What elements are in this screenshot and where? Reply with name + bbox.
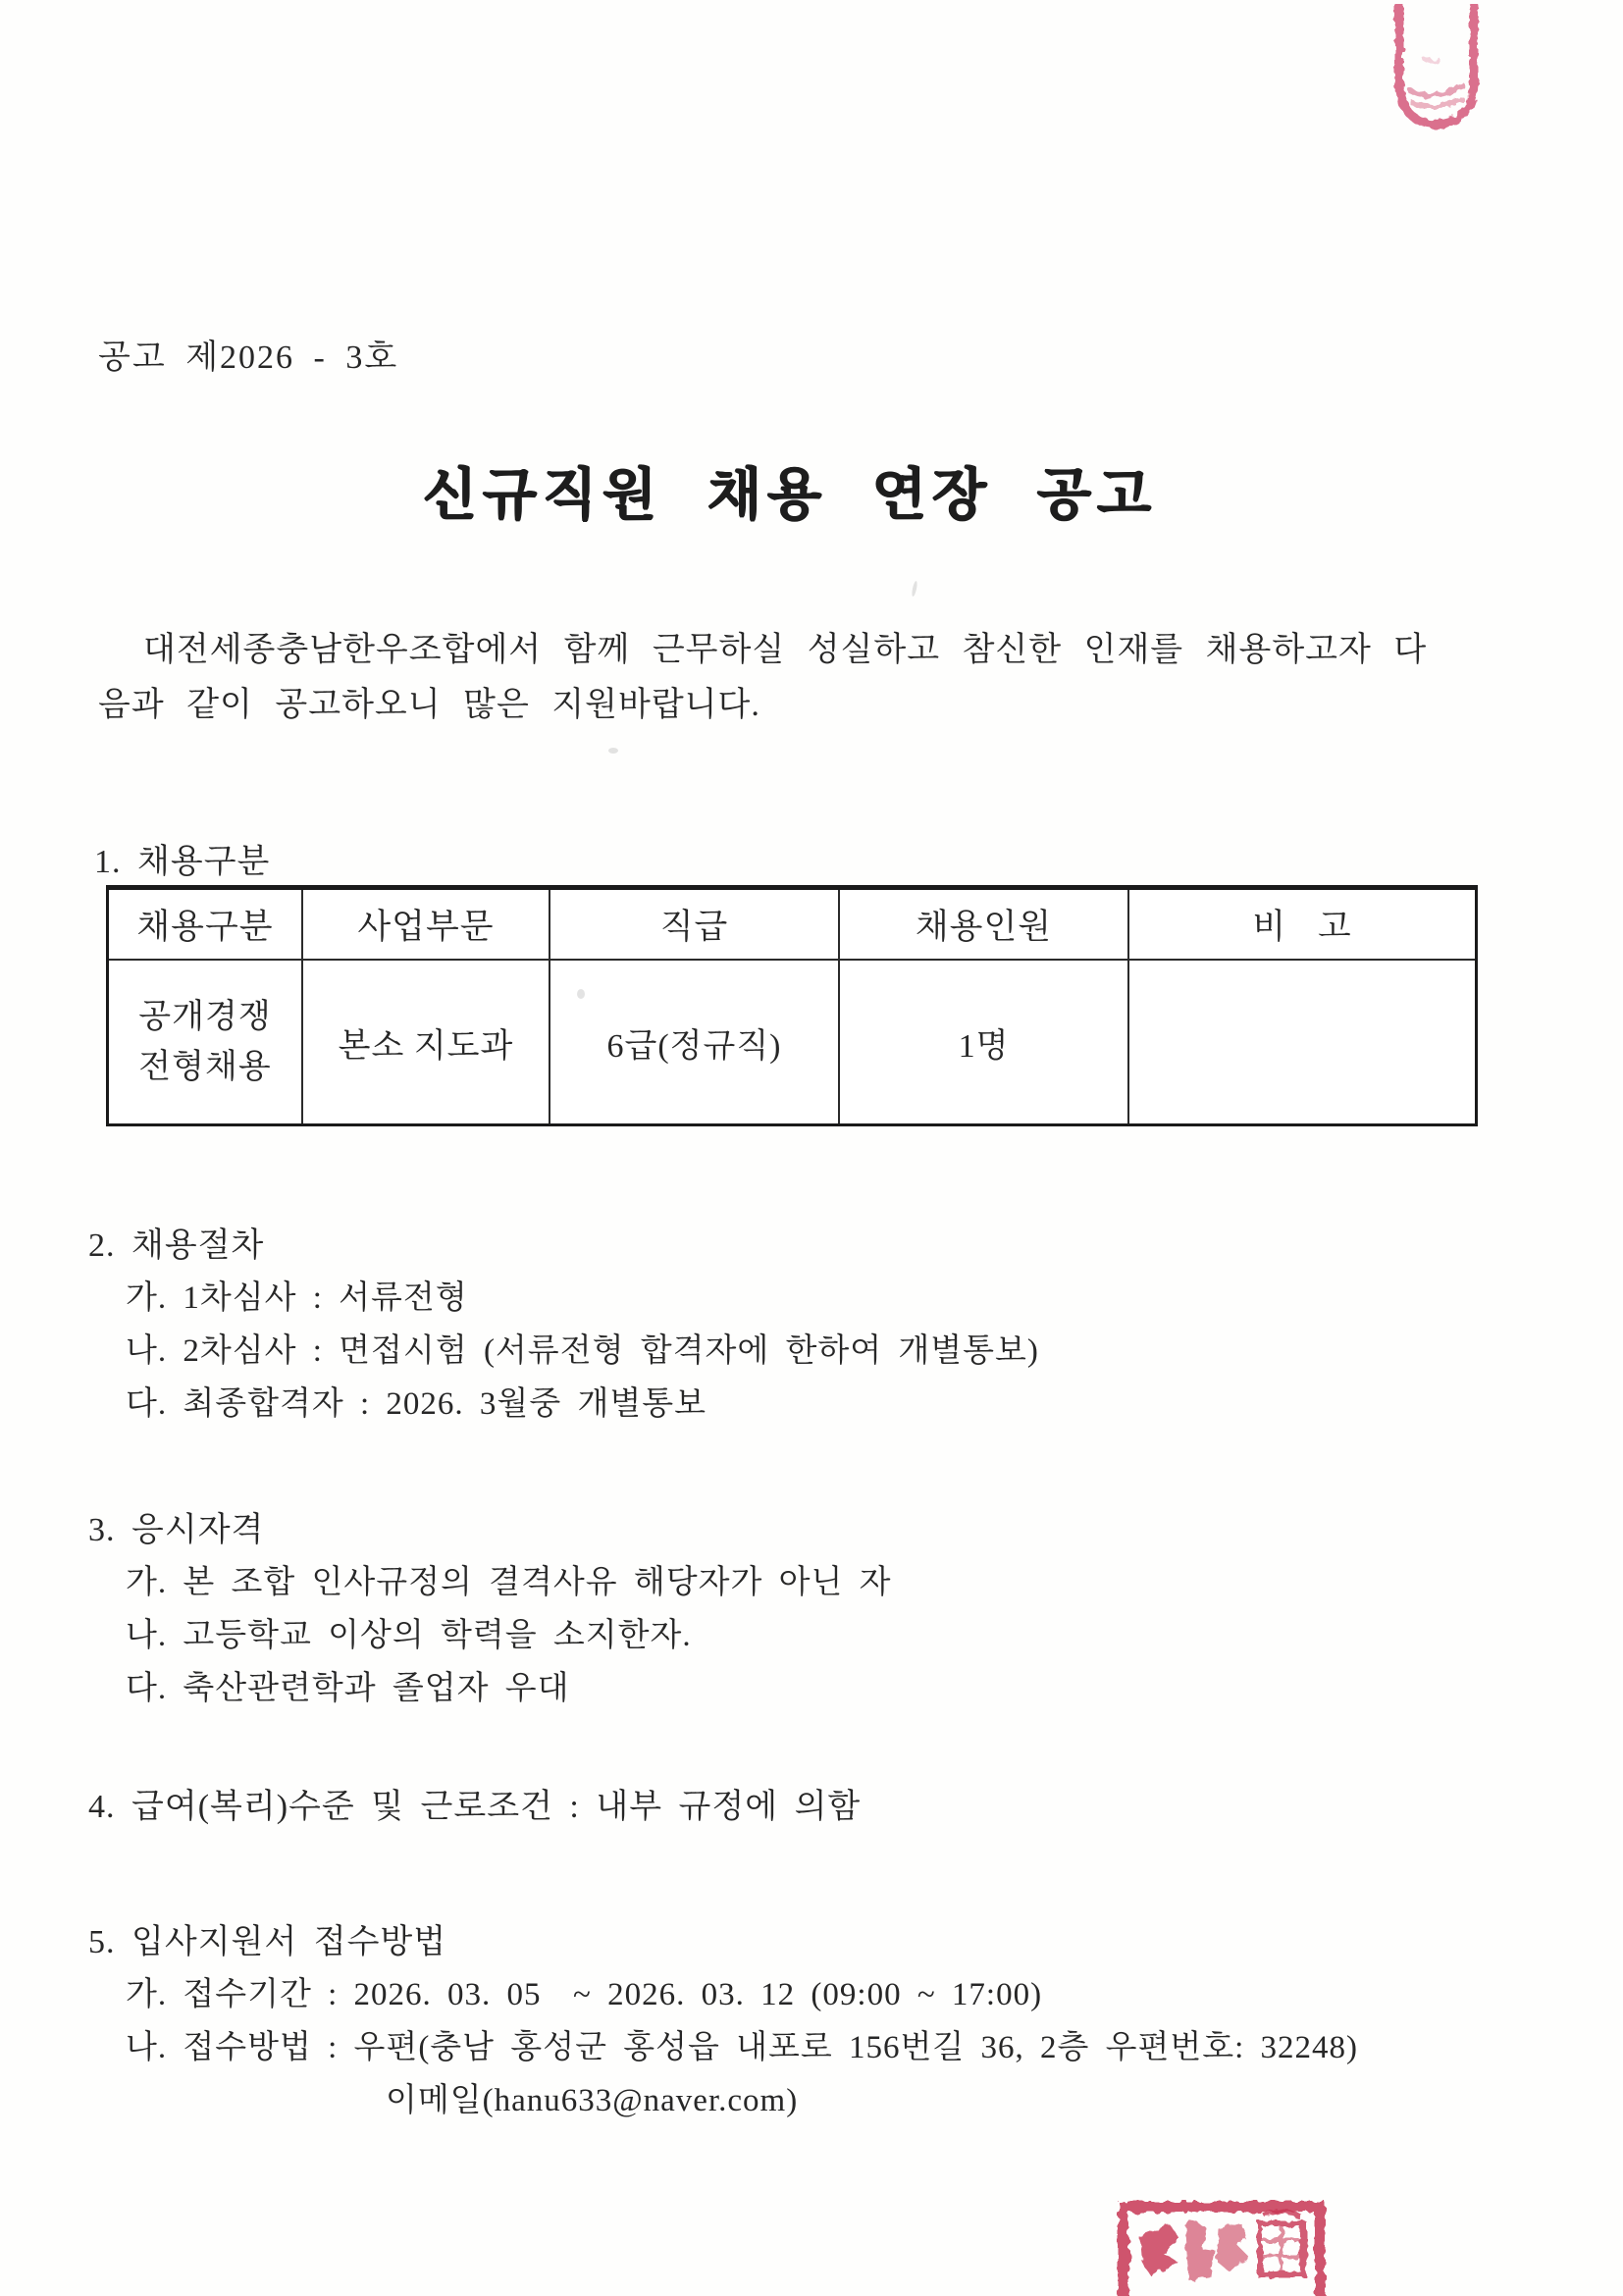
- section-item: 나. 접수방법 : 우편(충남 홍성군 홍성읍 내포로 156번길 36, 2층 우편번호: 32248): [126, 2030, 1359, 2065]
- page-title: 신규직원 채용 연장 공고: [422, 463, 1158, 526]
- table-cell-note: [1129, 961, 1475, 1123]
- intro-line-1: 대전세종충남한우조합에서 함께 근무하실 성실하고 참신한 인재를 채용하고자 다: [143, 632, 1428, 668]
- section-item: 가. 1차심사 : 서류전형: [126, 1280, 468, 1316]
- section-heading: 3. 응시자격: [88, 1512, 265, 1548]
- table-cell-headcount: 1명: [840, 961, 1129, 1123]
- section-heading: 2. 채용절차: [88, 1227, 265, 1264]
- section-heading: 4. 급여(복리)수준 및 근로조건 : 내부 규정에 의함: [88, 1789, 862, 1825]
- table-header-division: 사업부문: [303, 890, 550, 961]
- section-procedure: [88, 1221, 1560, 1431]
- section-item: 나. 2차심사 : 면접시험 (서류전형 합격자에 한하여 개별통보): [126, 1333, 1039, 1369]
- section-item-email: 이메일(hanu633@naver.com): [386, 2083, 799, 2118]
- section-item: 다. 축산관련학과 졸업자 우대: [126, 1671, 570, 1706]
- section-item: 다. 최종합격자 : 2026. 3월중 개별통보: [126, 1386, 707, 1422]
- section-item: 가. 본 조합 인사규정의 결격사유 해당자가 아닌 자: [126, 1565, 892, 1600]
- section-item: 가. 접수기간 : 2026. 03. 05 ~ 2026. 03. 12 (09:00 ~ 17:00): [126, 1977, 1043, 2012]
- intro-line-2: 음과 같이 공고하오니 많은 지원바랍니다.: [98, 687, 760, 723]
- table-header-headcount: 채용인원: [840, 890, 1129, 961]
- table-cell-category: [109, 961, 303, 1123]
- red-seal-partial-icon: [1384, 4, 1490, 151]
- recruitment-table: [106, 885, 1478, 1126]
- doc-number: 공고 제2026 - 3호: [98, 339, 399, 376]
- scan-artifact: [577, 989, 585, 999]
- section-qualification: [88, 1505, 1560, 1715]
- table-header-note: 비 고: [1129, 890, 1475, 961]
- scan-artifact: [608, 748, 618, 754]
- table-cell-grade: 6급(정규직): [550, 961, 840, 1123]
- table-header-grade: 직급: [550, 890, 840, 961]
- category-line-2: 전형채용: [138, 1049, 272, 1085]
- section-application: [88, 1917, 1560, 2127]
- red-seal-stamp-icon: [1117, 2200, 1327, 2296]
- section-heading: 5. 입사지원서 접수방법: [88, 1924, 447, 1960]
- table-header-category: 채용구분: [109, 890, 303, 961]
- section-salary: [88, 1782, 1560, 1833]
- table-cell-division: 본소 지도과: [303, 961, 550, 1123]
- scan-artifact: [911, 581, 917, 597]
- category-line-1: 공개경쟁: [138, 999, 272, 1035]
- section-item: 나. 고등학교 이상의 학력을 소지한자.: [126, 1618, 692, 1653]
- section-heading-recruitment: 1. 채용구분: [94, 844, 271, 880]
